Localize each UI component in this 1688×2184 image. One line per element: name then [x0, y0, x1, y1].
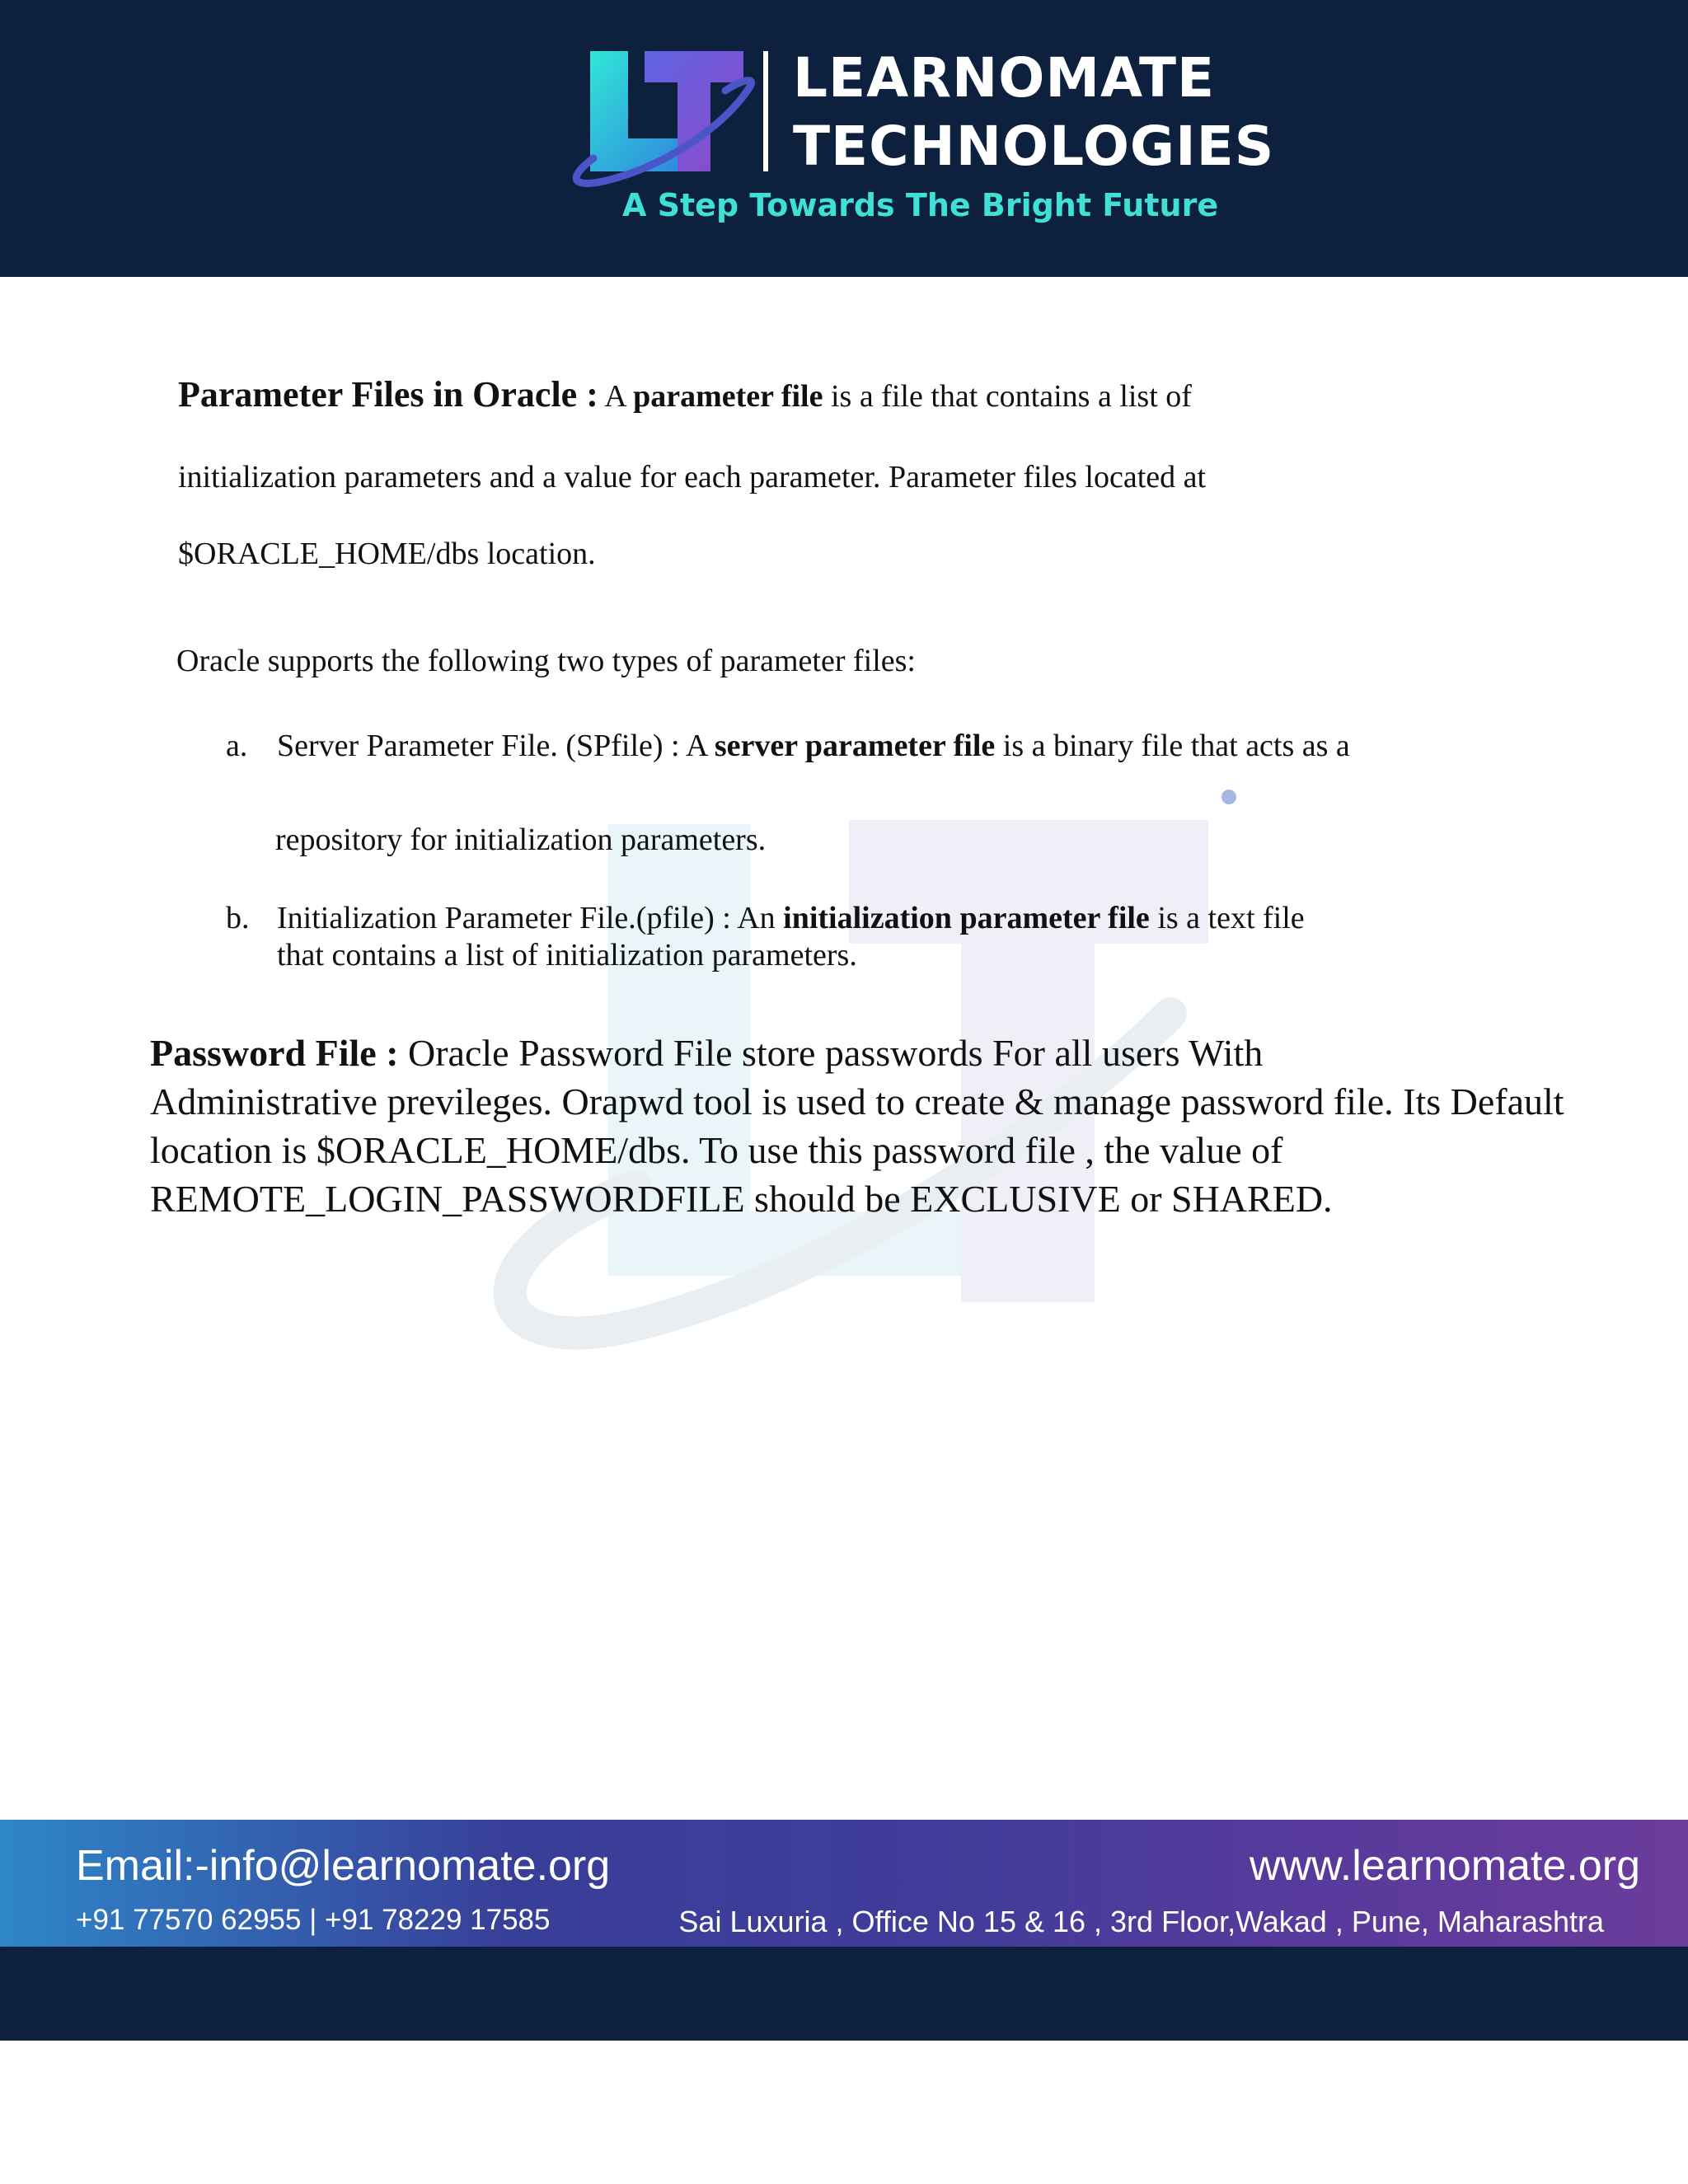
section-heading: Password File : — [150, 1032, 399, 1074]
list-marker: a. — [226, 729, 248, 763]
footer-contact-band — [0, 1820, 1688, 1947]
text-run: Initialization Parameter File.(pfile) : An — [277, 901, 784, 935]
paragraph-line — [178, 374, 1192, 416]
section-heading: Parameter Files in Oracle : — [178, 374, 598, 415]
brand-name-line1: LEARNOMATE — [793, 46, 1216, 110]
footer-address: Sai Luxuria , Office No 15 & 16 , 3rd Floor,Wakad , Pune, Maharashtra — [678, 1905, 1604, 1938]
brand-name-line2: TECHNOLOGIES — [793, 115, 1275, 178]
brand-tagline: A Step Towards The Bright Future — [622, 187, 1219, 223]
paragraph-line: location is $ORACLE_HOME/dbs. To use this password file , the value of — [150, 1129, 1283, 1171]
list-marker: b. — [226, 901, 250, 935]
types-intro: Oracle supports the following two types of parameter files: — [176, 644, 916, 678]
bold-term: initialization parameter file — [783, 901, 1150, 935]
footer-email[interactable]: Email:-info@learnomate.org — [76, 1842, 611, 1890]
decorative-dot-icon — [1221, 790, 1236, 804]
list-item-continuation: repository for initialization parameters. — [275, 823, 767, 857]
paragraph-line: Administrative previleges. Orapwd tool is used to create & manage password file. Its Default — [150, 1080, 1564, 1122]
paragraph-line: REMOTE_LOGIN_PASSWORDFILE should be EXCLUSIVE or SHARED. — [150, 1178, 1333, 1220]
bold-term: parameter file — [633, 379, 823, 414]
password-paragraph — [150, 1029, 1564, 1223]
list-item-continuation: that contains a list of initialization parameters. — [277, 938, 857, 972]
list-item — [277, 901, 1305, 937]
paragraph-line — [150, 1029, 1564, 1077]
footer-website-link[interactable]: www.learnomate.org — [1250, 1842, 1640, 1890]
paragraph-line: $ORACLE_HOME/dbs location. — [178, 537, 596, 571]
bold-term: server parameter file — [714, 729, 996, 763]
text-run: is a file that contains a list of — [823, 379, 1192, 414]
footer-bottom-bar — [0, 1947, 1688, 2041]
text-run: is a binary file that acts as a — [995, 729, 1350, 763]
list-item — [277, 729, 1350, 765]
footer-phones: +91 77570 62955 | +91 78229 17585 — [76, 1904, 551, 1936]
paragraph-line: initialization parameters and a value for each parameter. Parameter files located at — [178, 460, 1207, 494]
text-run: Oracle Password File store passwords For all users With — [398, 1032, 1264, 1074]
text-run: is a text file — [1149, 901, 1305, 935]
text-run: A — [598, 379, 634, 414]
text-run: Server Parameter File. (SPfile) : A — [277, 729, 715, 763]
